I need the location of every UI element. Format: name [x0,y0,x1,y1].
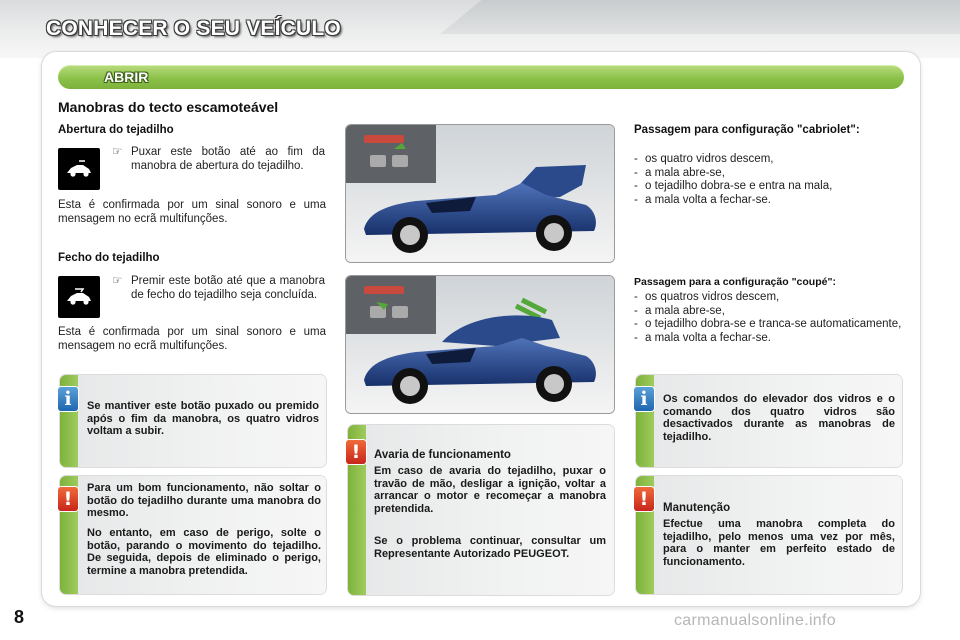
abertura-instruction: Puxar este botão até ao fim da manobra de abertura do tejadilho. [131,146,325,172]
info-note-left-text: Se mantiver este botão puxado ou premido após o fim da manobra, os quatro vidros voltam a subir. [87,400,319,438]
car-roof-opening-photo [345,124,615,263]
info-icon: i [58,387,78,411]
list-item: - a mala abre-se, [634,305,904,319]
warning-note-center-text-2: Se o problema continuar, consultar um Representante Autorizado PEUGEOT. [374,535,606,560]
list-item: - a mala volta a fechar-se. [634,194,904,208]
coupe-title: Passagem para a configuração "coupé": [634,276,836,288]
header-band-accent [440,0,960,34]
abertura-confirm: Esta é confirmada por um sinal sonoro e uma mensagem no ecrã multifunções. [58,199,326,225]
info-note-right-text: Os comandos do elevador dos vidros e o comando dos quatro vidros são desactivados durante as manobras de tejadilho. [663,393,895,443]
warning-note-center-title: Avaria de funcionamento [374,449,511,461]
roof-close-button-icon [58,276,100,318]
roof-open-button-icon [58,148,100,190]
list-item: - os quatros vidros descem, [634,291,904,305]
cabriolet-list [634,153,904,207]
warning-note-right-text: Efectue uma manobra completa do tejadilho, pelo menos uma vez por mês, para o manter em perfeito estado de funcionamento. [663,518,895,568]
abertura-title: Abertura do tejadilho [58,124,174,136]
info-icon: i [634,387,654,411]
list-item: - o tejadilho dobra-se e tranca-se automaticamente, [634,318,904,332]
hand-point-icon: ☞ [112,275,123,287]
cabriolet-title: Passagem para configuração "cabriolet": [634,124,860,136]
warning-icon: ! [58,487,78,511]
fecho-confirm: Esta é confirmada por um sinal sonoro e uma mensagem no ecrã multifunções. [58,326,326,352]
list-item: - o tejadilho dobra-se e entra na mala, [634,180,904,194]
warning-note-left-text-1: Para um bom funcionamento, não soltar o botão do tejadilho durante uma manobra do mesmo. [87,482,321,520]
warning-note-right-title: Manutenção [663,502,731,514]
warning-icon: ! [634,487,654,511]
list-item: - a mala abre-se, [634,167,904,181]
section-bar [58,65,904,89]
warning-icon: ! [346,440,366,464]
warning-note-left-text-2: No entanto, em caso de perigo, solte o botão, parando o movimento do tejadilho. De seguida, depois de eliminado o perigo, termine a manobra pretendida. [87,527,321,577]
section-title: ABRIR [104,69,149,85]
warning-note-center-text-1: Em caso de avaria do tejadilho, puxar o travão de mão, desligar a ignição, voltar a arrancar o motor e recomeçar a manobra pretendida. [374,465,606,515]
main-heading: Manobras do tecto escamoteável [58,99,279,115]
page-title: CONHECER O SEU VEÍCULO [46,17,341,40]
hand-point-icon: ☞ [112,146,123,158]
car-roof-closing-photo [345,275,615,414]
watermark: carmanualsonline.info [674,612,836,629]
fecho-title: Fecho do tejadilho [58,252,160,264]
coupe-list [634,291,904,345]
fecho-instruction: Premir este botão até que a manobra de fecho do tejadilho seja concluída. [131,275,325,301]
list-item: - a mala volta a fechar-se. [634,332,904,346]
list-item: - os quatro vidros descem, [634,153,904,167]
page-number: 8 [14,607,25,627]
